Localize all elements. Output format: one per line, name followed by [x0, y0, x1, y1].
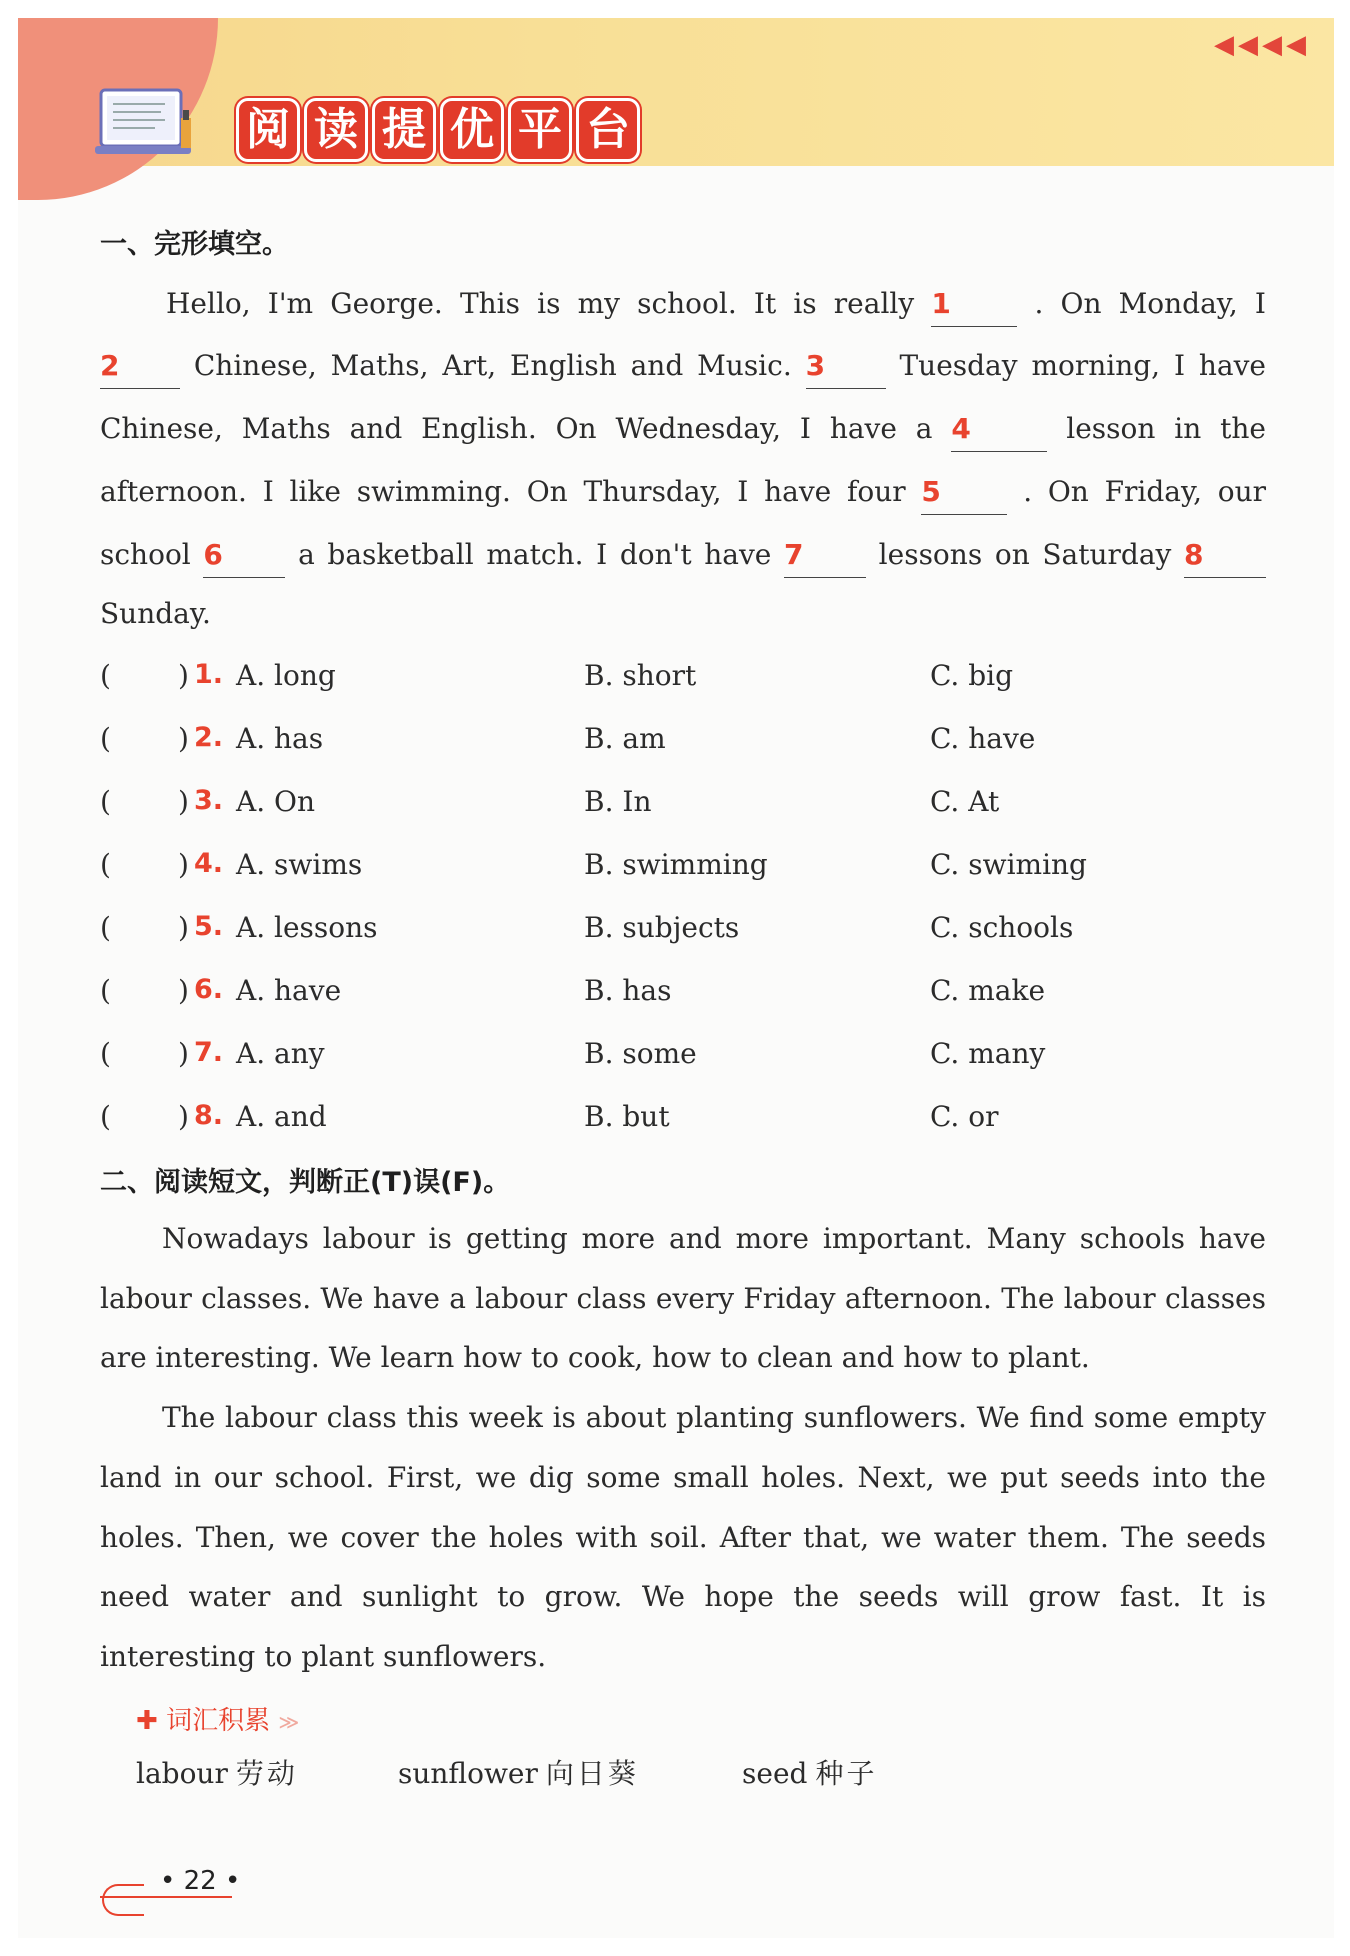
- option-a[interactable]: A. have: [236, 974, 342, 1007]
- passage-line: holes. Then, we cover the holes with soil. After that, we water them. The seeds: [100, 1521, 1266, 1554]
- paren-close: ): [178, 785, 189, 818]
- question-number: 3.: [194, 785, 224, 816]
- passage-line: [100, 286, 1266, 327]
- blank-number: 7: [784, 538, 804, 571]
- passage-text: The labour class this week is about planting sunflowers. We find some empty: [162, 1401, 1266, 1434]
- paren-open: (: [100, 974, 111, 1007]
- vocab-zh: 向日葵: [545, 1757, 639, 1790]
- paren-close: ): [178, 911, 189, 944]
- option-b[interactable]: B. some: [584, 1037, 697, 1070]
- title-char: 台: [576, 98, 640, 162]
- vocab-title-text: 词汇积累: [166, 1706, 271, 1736]
- option-a[interactable]: A. long: [236, 659, 336, 692]
- question-row: [100, 848, 1200, 888]
- answer-blank[interactable]: [921, 475, 1007, 515]
- passage-line: Sunday.: [100, 597, 211, 630]
- vocab-title: [136, 1700, 299, 1737]
- answer-blank[interactable]: [931, 287, 1017, 327]
- question-number: 7.: [194, 1037, 224, 1068]
- page-number-underline: [100, 1896, 232, 1898]
- title-char: 提: [372, 98, 436, 162]
- question-row: [100, 659, 1200, 699]
- paren-close: ): [178, 659, 189, 692]
- passage-line: [100, 1221, 1266, 1257]
- passage-line: [100, 348, 1266, 389]
- vocab-zh: 劳动: [235, 1757, 298, 1790]
- vocab-item: [742, 1752, 877, 1792]
- option-a[interactable]: A. any: [236, 1037, 325, 1070]
- vocab-en: seed: [742, 1757, 808, 1790]
- option-c[interactable]: C. big: [930, 659, 1014, 692]
- vocab-en: sunflower: [398, 1757, 538, 1790]
- option-c[interactable]: C. many: [930, 1037, 1046, 1070]
- question-number: 5.: [194, 911, 224, 942]
- question-number: 1.: [194, 659, 224, 690]
- question-number: 6.: [194, 974, 224, 1005]
- question-row: [100, 911, 1200, 951]
- option-b[interactable]: B. subjects: [584, 911, 740, 944]
- answer-blank[interactable]: [100, 349, 180, 389]
- blank-number: 1: [931, 287, 951, 320]
- option-a[interactable]: A. On: [236, 785, 316, 818]
- title-char: 平: [508, 98, 572, 162]
- option-c[interactable]: C. At: [930, 785, 1000, 818]
- passage-text: school: [100, 538, 191, 571]
- option-b[interactable]: B. swimming: [584, 848, 768, 881]
- blank-number: 4: [951, 412, 971, 445]
- header-arrows-icon: ◀◀◀◀: [1214, 30, 1310, 60]
- option-a[interactable]: A. has: [236, 722, 324, 755]
- question-number: 4.: [194, 848, 224, 879]
- page-number: • 22 •: [160, 1866, 241, 1896]
- question-number: 2.: [194, 722, 224, 753]
- vocab-zh: 种子: [815, 1757, 878, 1790]
- title-char: 读: [304, 98, 368, 162]
- passage-text: Tuesday morning, I have: [899, 349, 1266, 382]
- passage-text: Chinese, Maths, Art, English and Music.: [193, 349, 792, 382]
- page-number-decoration: [102, 1884, 144, 1916]
- vocab-item: [136, 1752, 298, 1792]
- passage-text: lesson in the: [1066, 412, 1266, 445]
- paren-open: (: [100, 722, 111, 755]
- answer-blank[interactable]: [951, 412, 1047, 452]
- option-c[interactable]: C. have: [930, 722, 1036, 755]
- paren-open: (: [100, 911, 111, 944]
- passage-line: [100, 537, 1266, 578]
- paren-open: (: [100, 785, 111, 818]
- passage-line: [100, 1400, 1266, 1436]
- option-a[interactable]: A. and: [236, 1100, 327, 1133]
- paren-open: (: [100, 1100, 111, 1133]
- passage-line: are interesting. We learn how to cook, how to clean and how to plant.: [100, 1341, 1090, 1374]
- blank-number: 3: [805, 349, 826, 382]
- paren-open: (: [100, 659, 111, 692]
- paren-open: (: [100, 1037, 111, 1070]
- answer-blank[interactable]: [1184, 538, 1266, 578]
- passage-line: land in our school. First, we dig some small holes. Next, we put seeds into the: [100, 1461, 1266, 1494]
- option-a[interactable]: A. swims: [236, 848, 363, 881]
- vocab-en: labour: [136, 1757, 228, 1790]
- title-char: 优: [440, 98, 504, 162]
- question-row: [100, 1037, 1200, 1077]
- option-c[interactable]: C. swiming: [930, 848, 1087, 881]
- paren-close: ): [178, 722, 189, 755]
- blank-number: 8: [1184, 538, 1204, 571]
- vocab-item: [398, 1752, 639, 1792]
- question-row: [100, 974, 1200, 1014]
- option-b[interactable]: B. In: [584, 785, 652, 818]
- section2-heading: 二、阅读短文，判断正(T)误(F)。: [100, 1167, 511, 1198]
- passage-text: . On Monday, I: [1034, 287, 1266, 320]
- paren-close: ): [178, 848, 189, 881]
- question-row: [100, 1100, 1200, 1140]
- passage-text: a basketball match. I don't have: [298, 538, 772, 571]
- passage-line: [100, 411, 1266, 452]
- option-c[interactable]: C. make: [930, 974, 1046, 1007]
- question-number: 8.: [194, 1100, 224, 1131]
- option-a[interactable]: A. lessons: [236, 911, 378, 944]
- passage-line: labour classes. We have a labour class every Friday afternoon. The labour classes: [100, 1282, 1266, 1315]
- title-char: 阅: [236, 98, 300, 162]
- passage-line: [100, 474, 1266, 515]
- section1-heading: 一、完形填空。: [100, 229, 289, 260]
- option-c[interactable]: C. schools: [930, 911, 1074, 944]
- question-row: [100, 722, 1200, 762]
- question-row: [100, 785, 1200, 825]
- paren-close: ): [178, 974, 189, 1007]
- answer-blank[interactable]: [784, 538, 866, 578]
- option-b[interactable]: B. am: [584, 722, 666, 755]
- answer-blank[interactable]: [203, 538, 285, 578]
- option-b[interactable]: B. has: [584, 974, 672, 1007]
- paren-close: ): [178, 1100, 189, 1133]
- option-c[interactable]: C. or: [930, 1100, 999, 1133]
- blank-number: 6: [203, 538, 223, 571]
- paren-close: ): [178, 1037, 189, 1070]
- answer-blank[interactable]: [805, 349, 886, 389]
- page-title: [236, 98, 640, 162]
- blank-number: 5: [921, 475, 941, 508]
- blank-number: 2: [100, 349, 120, 382]
- paren-open: (: [100, 848, 111, 881]
- passage-text: lessons on Saturday: [878, 538, 1172, 571]
- passage-text: Hello, I'm George. This is my school. It is really: [166, 287, 915, 320]
- passage-text: Nowadays labour is getting more and more important. Many schools have: [162, 1222, 1266, 1255]
- plus-icon: ✚: [136, 1706, 158, 1736]
- double-chevron-icon: ≫: [278, 1710, 300, 1734]
- option-b[interactable]: B. but: [584, 1100, 670, 1133]
- option-b[interactable]: B. short: [584, 659, 697, 692]
- passage-text: . On Friday, our: [1023, 475, 1267, 508]
- passage-text: Chinese, Maths and English. On Wednesday, I have a: [100, 412, 933, 445]
- passage-text: afternoon. I like swimming. On Thursday, I have four: [100, 475, 906, 508]
- computer-icon: [95, 88, 197, 160]
- passage-line: interesting to plant sunflowers.: [100, 1640, 547, 1673]
- passage-line: need water and sunlight to grow. We hope the seeds will grow fast. It is: [100, 1580, 1266, 1613]
